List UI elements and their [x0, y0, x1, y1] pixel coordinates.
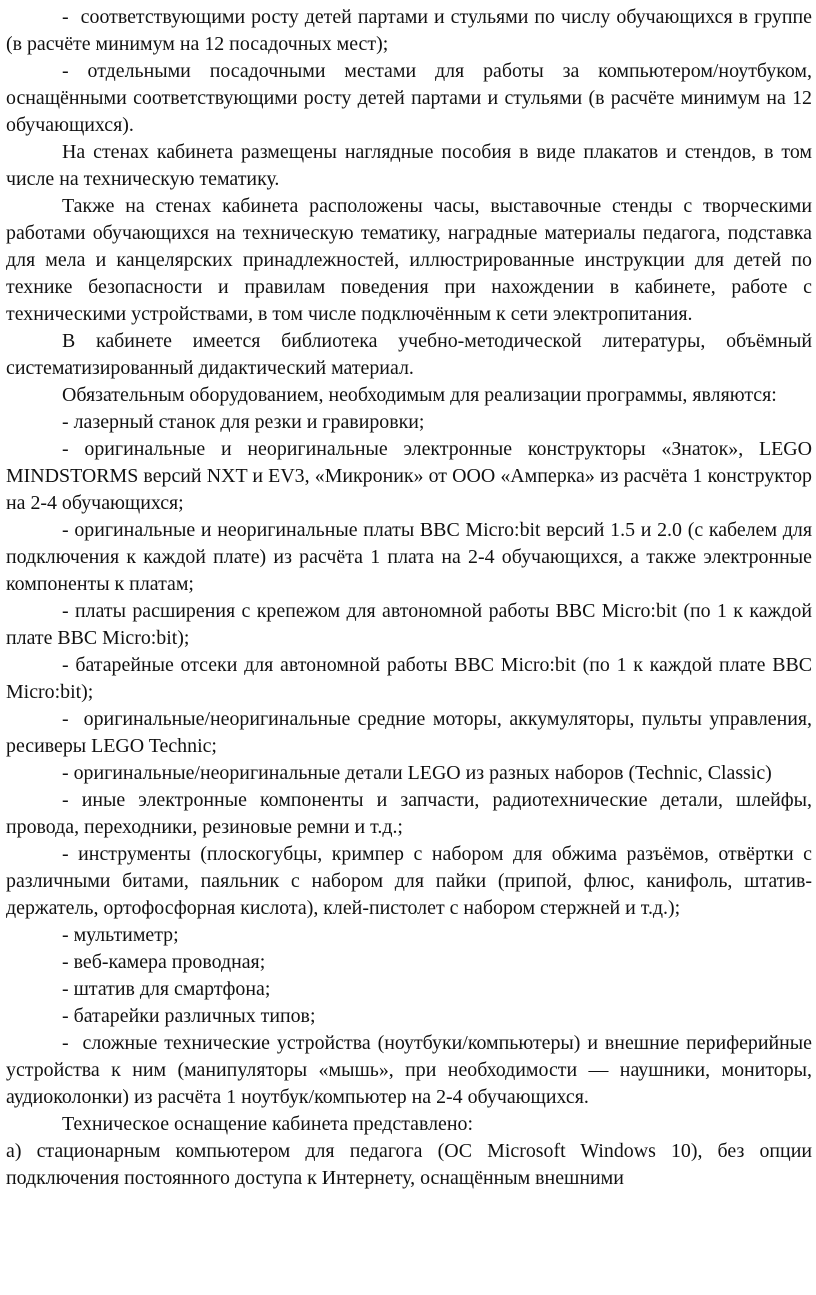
- document-body: [6, 4, 812, 1192]
- list-item-batteries: - батарейки различных типов;: [62, 1005, 316, 1027]
- list-item-tools: - инструменты (плоскогубцы, кримпер с набором для обжима разъёмов, отвёртки с различными битами, паяльник с набором для пайки (припой, флюс, канифоль, штатив-держатель, ортофосфорная кислота), клей-пистолет с набором стержней и т.д.);: [6, 843, 812, 919]
- list-item-expansion-boards: - платы расширения с крепежом для автономной работы BBC Micro:bit (по 1 к каждой плате BBC Micro:bit);: [6, 600, 812, 649]
- list-item-devices: - сложные технические устройства (ноутбуки/компьютеры) и внешние периферийные устройства к ним (манипуляторы «мышь», при необходимости — наушники, мониторы, аудиоколонки) из расчёта 1 ноутбук/компьютер на 2-4 обучающихся.: [6, 1032, 812, 1108]
- list-item-constructors: - оригинальные и неоригинальные электронные конструкторы «Знаток», LEGO MINDSTORMS версий NXT и EV3, «Микроник» от ООО «Амперка» из расчёта 1 конструктор на 2-4 обучающихся;: [6, 438, 812, 514]
- list-item-laser: - лазерный станок для резки и гравировки;: [62, 411, 425, 433]
- list-item-lego-parts: - оригинальные/неоригинальные детали LEGO из разных наборов (Technic, Classic): [62, 762, 772, 784]
- list-item-webcam: - веб-камера проводная;: [62, 951, 266, 973]
- list-item-motors: - оригинальные/неоригинальные средние моторы, аккумуляторы, пульты управления, ресиверы LEGO Technic;: [6, 708, 812, 757]
- paragraph-tech-equipment: Техническое оснащение кабинета представлено:: [62, 1113, 474, 1135]
- paragraph-wall-posters: На стенах кабинета размещены наглядные пособия в виде плакатов и стендов, в том числе на техническую тематику.: [6, 141, 812, 190]
- paragraph-library: В кабинете имеется библиотека учебно-методической литературы, объёмный систематизированный дидактический материал.: [6, 330, 812, 379]
- list-item-multimeter: - мультиметр;: [62, 924, 179, 946]
- list-item-computer-seats: - отдельными посадочными местами для работы за компьютером/ноутбуком, оснащёнными соответствующими росту детей партами и стульями (в расчёте минимум на 12 обучающихся).: [6, 60, 812, 136]
- list-item-battery-packs: - батарейные отсеки для автономной работы BBC Micro:bit (по 1 к каждой плате BBC Micro:bit);: [6, 654, 812, 703]
- paragraph-equipment-intro: Обязательным оборудованием, необходимым для реализации программы, являются:: [62, 384, 777, 406]
- list-item-desks: - соответствующими росту детей партами и стульями по числу обучающихся в группе (в расчёте минимум на 12 посадочных мест);: [6, 6, 812, 55]
- paragraph-teacher-computer: а) стационарным компьютером для педагога (ОС Microsoft Windows 10), без опции подключения постоянного доступа к Интернету, оснащённым внешними: [6, 1140, 812, 1189]
- list-item-components: - иные электронные компоненты и запчасти, радиотехнические детали, шлейфы, провода, переходники, резиновые ремни и т.д.;: [6, 789, 812, 838]
- paragraph-wall-items: Также на стенах кабинета расположены часы, выставочные стенды с творческими работами обучающихся на техническую тематику, наградные материалы педагога, подставка для мела и канцелярских принадлежностей, иллюстрированные инструкции для детей по технике безопасности и правилам поведения при нахождении в кабинете, работе с техническими устройствами, в том числе подключённым к сети электропитания.: [6, 195, 812, 325]
- list-item-microbit-boards: - оригинальные и неоригинальные платы BBC Micro:bit версий 1.5 и 2.0 (с кабелем для подключения к каждой плате) из расчёта 1 плата на 2-4 обучающихся, а также электронные компоненты к платам;: [6, 519, 812, 595]
- list-item-tripod: - штатив для смартфона;: [62, 978, 271, 1000]
